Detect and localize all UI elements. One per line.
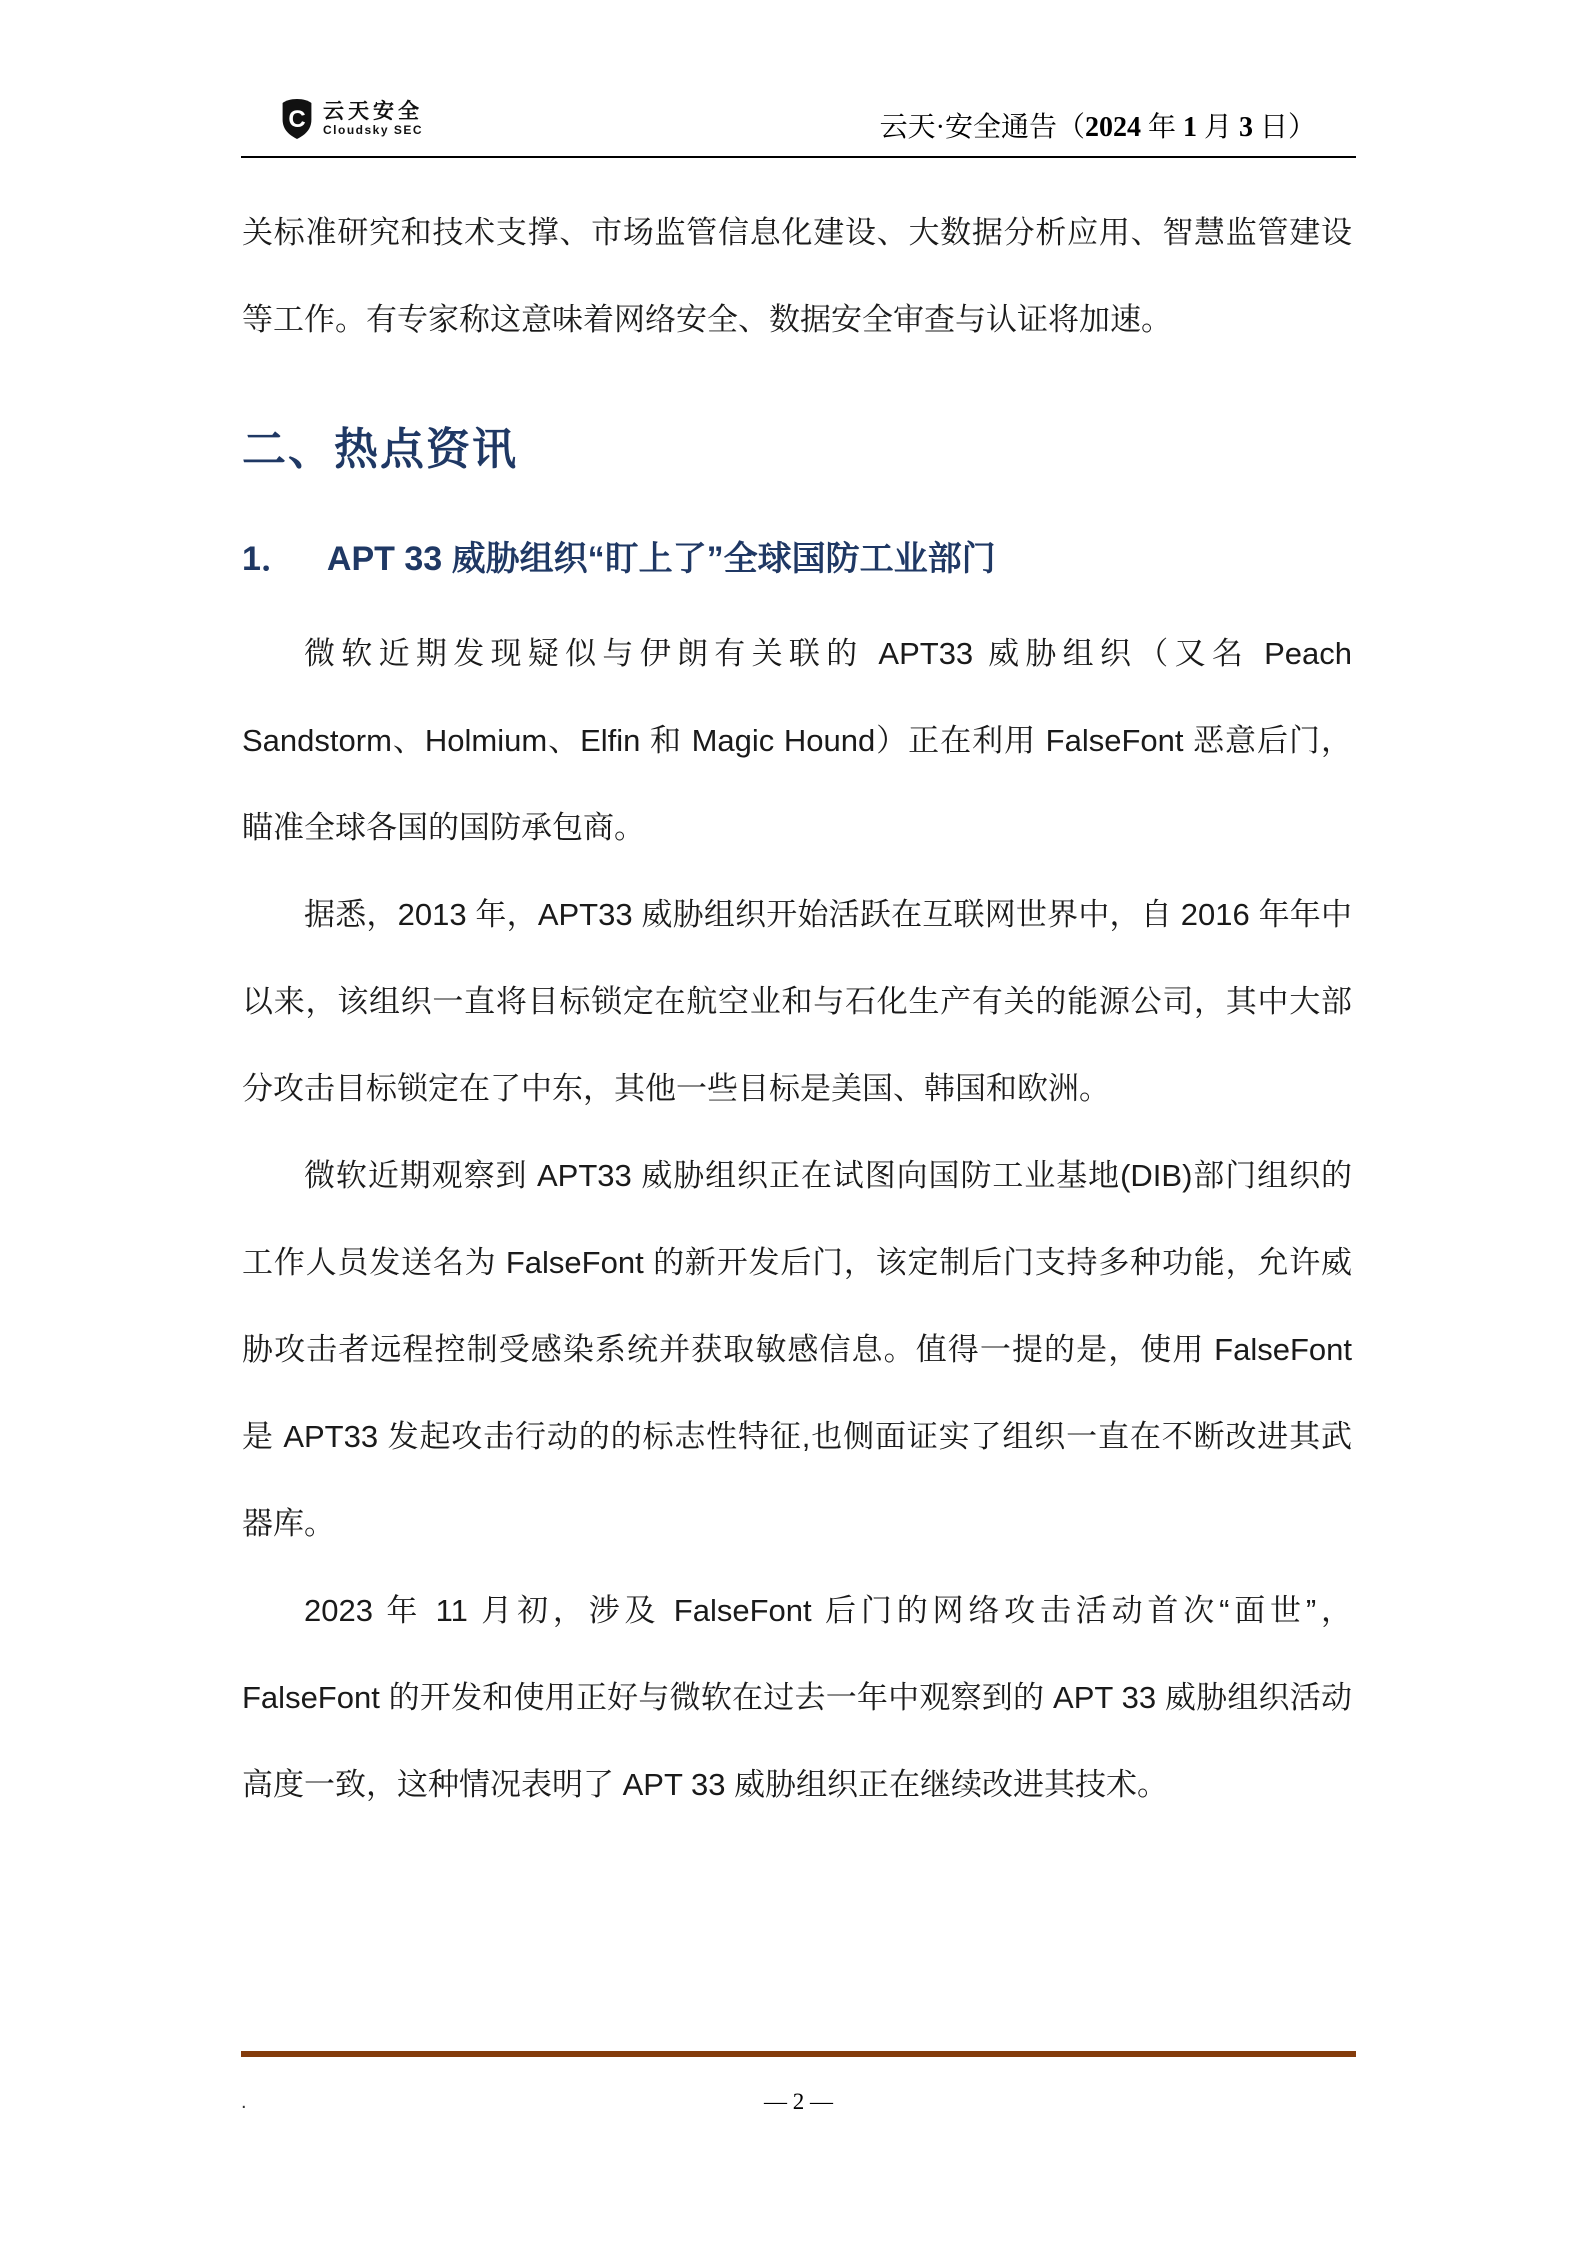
section-heading: 二、热点资讯 xyxy=(242,425,518,474)
article-paragraph: 微软近期发现疑似与伊朗有关联的 APT33 威胁组织（又名 Peach Sandstorm、Holmium、Elfin 和 Magic Hound）正在利用 FalseFont 恶意后门，瞄准全球各国的国防承包商。 xyxy=(242,636,1352,845)
logo-text-block xyxy=(323,101,423,137)
brand-name-en: Cloudsky SEC xyxy=(323,123,424,137)
document-body xyxy=(242,189,1352,1828)
page-footer xyxy=(241,2085,1356,2121)
article-title: APT 33 威胁组织“盯上了”全球国防工业部门 xyxy=(326,540,996,578)
article-heading xyxy=(242,536,1352,582)
header-bulletin-title xyxy=(880,113,1316,143)
title-year: 2024 xyxy=(1084,112,1141,143)
title-part: 日） xyxy=(1252,112,1316,143)
company-logo xyxy=(281,97,423,141)
title-day: 3 xyxy=(1238,112,1253,143)
title-part: 年 xyxy=(1140,112,1183,143)
page-number: — 2 — xyxy=(764,2089,833,2114)
shield-c-icon xyxy=(281,97,313,141)
title-part: 月 xyxy=(1196,112,1239,143)
article-paragraph: 微软近期观察到 APT33 威胁组织正在试图向国防工业基地(DIB)部门组织的工作人员发送名为 FalseFont 的新开发后门，该定制后门支持多种功能，允许威胁攻击者远程控制受感染系统并获取敏感信息。值得一提的是，使用 FalseFont 是 APT33 发起攻击行动的的标志性特征,也侧面证实了组织一直在不断改进其武器库。 xyxy=(242,1158,1352,1541)
article-number: 1． xyxy=(242,540,295,578)
page-header xyxy=(241,95,1356,150)
title-part: 云天·安全通告（ xyxy=(879,112,1085,143)
title-month: 1 xyxy=(1182,112,1197,143)
header-divider xyxy=(241,156,1356,158)
intro-paragraph: 关标准研究和技术支撑、市场监管信息化建设、大数据分析应用、智慧监管建设等工作。有专家称这意味着网络安全、数据安全审查与认证将加速。 xyxy=(242,215,1352,337)
brand-name-cn: 云天安全 xyxy=(323,100,423,123)
article-paragraph: 据悉，2013 年，APT33 威胁组织开始活跃在互联网世界中，自 2016 年年中以来，该组织一直将目标锁定在航空业和与石化生产有关的能源公司，其中大部分攻击目标锁定在了中东，其他一些目标是美国、韩国和欧洲。 xyxy=(242,897,1352,1106)
svg-text:C: C xyxy=(288,106,306,133)
article-paragraph: 2023 年 11 月初，涉及 FalseFont 后门的网络攻击活动首次“面世”，FalseFont 的开发和使用正好与微软在过去一年中观察到的 APT 33 威胁组织活动高度一致，这种情况表明了 APT 33 威胁组织正在继续改进其技术。 xyxy=(242,1593,1352,1802)
footer-left-mark: . xyxy=(241,2091,247,2113)
footer-divider xyxy=(241,2051,1356,2057)
